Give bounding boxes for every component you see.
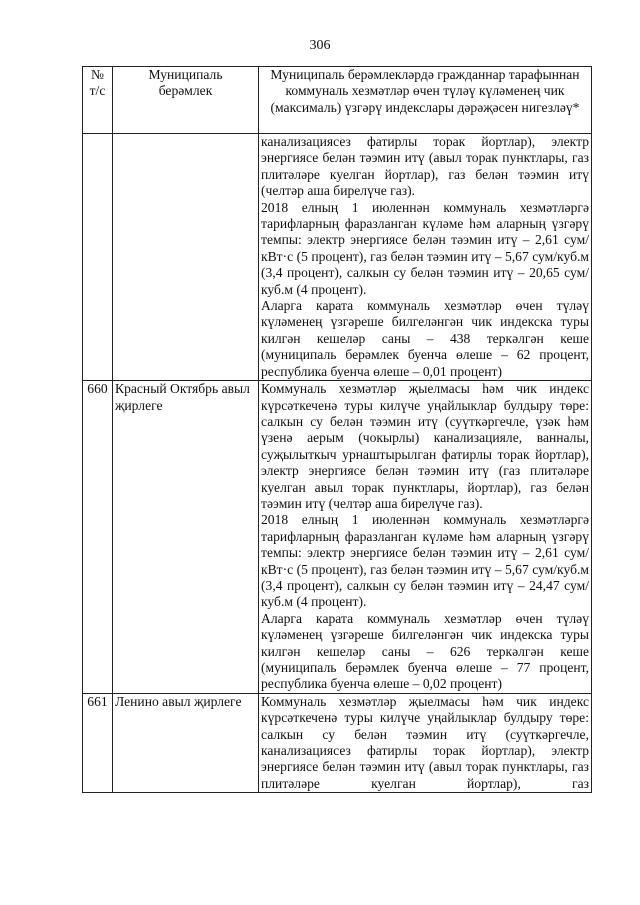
municipal-index-table [82,66,592,793]
row-justification [259,134,592,381]
page-number: 306 [309,38,331,53]
paragraph: канализациясез фатирлы торак йортлар), электр энергиясе белән тәэмин итү (авыл торак пунктлары, газ плитәләре куелган йортлар), газ белән тәэмин итү (челтәр аша бирелүче газ). [261,134,589,199]
row-municipality [113,134,259,381]
paragraph: Коммуналь хезмәтләр җыелмасы һәм чик индекс күрсәткеченә туры килүче уңайлыклар булдыру төре: салкын су белән тәэмин итү (суүткәргечле, үзәк һәм үзенә аерым (чокырлы) канализацияле, ванналы, суҗылыткыч урнаштырылган фатирлы торак йортлар), электр энергиясе белән тәэмин итү (газ плитәләре куелган авыл торак пунктлары, йортлар), газ белән тәэмин итү (челтәр аша бирелүче газ). [261,381,589,511]
row-municipality: Ленино авыл җирлеге [113,693,259,792]
table-row [83,693,592,792]
row-number: 660 [83,381,113,694]
row-municipality: Красный Октябрь авыл җирлеге [113,381,259,694]
header-justification: Муниципаль берәмлекләрдә гражданнар тарафыннан коммуналь хезмәтләр өчен түләү күләменең чик (максималь) үзгәрү индекслары дәрәҗәсен нигезләү* [259,67,592,134]
row-justification [259,693,592,792]
row-justification [259,381,592,694]
paragraph: Коммуналь хезмәтләр җыелмасы һәм чик индекс күрсәткеченә туры килүче уңайлыклар булдыру төре: салкын су белән тәэмин итү (суүткәргечле, канализациясез фатирлы торак йортлар), электр энергиясе белән тәэмин итү (авыл торак пунктлары, газ плитәләре куелган йортлар), газ [261,693,589,791]
header-municipality: Муниципаль берәмлек [113,67,259,134]
row-number [83,134,113,381]
table-row [83,134,592,381]
table-header-row [83,67,592,134]
table-row [83,381,592,694]
paragraph: 2018 елның 1 июленнән коммуналь хезмәтләргә тарифларның фаразланган күләме һәм аларның үзгәрү темпы: электр энергиясе белән тәэмин итү – 2,61 сум/кВт·с (5 процент), газ белән тәэмин итү – 5,67 сум/куб.м (3,4 процент), салкын су белән тәэмин итү – 24,47 сум/куб.м (4 процент). [261,512,589,610]
row-number: 661 [83,693,113,792]
paragraph: Аларга карата коммуналь хезмәтләр өчен түләү күләменең үзгәреше билгеләнгән чик индекска туры килгән кешеләр саны – 438 теркәлгән кеше (муниципаль берәмлек буенча өлеше – 62 процент, республика буенча өлеше – 0,01 процент) [261,298,589,379]
header-number: № т/с [83,67,113,134]
paragraph: 2018 елның 1 июленнән коммуналь хезмәтләргә тарифларның фаразланган күләме һәм аларның үзгәрү темпы: электр энергиясе белән тәэмин итү – 2,61 сум/кВт·с (5 процент), газ белән тәэмин итү – 5,67 сум/куб.м (3,4 процент), салкын су белән тәэмин итү – 20,65 сум/куб.м (4 процент). [261,199,589,297]
paragraph: Аларга карата коммуналь хезмәтләр өчен түләү күләменең үзгәреше билгеләнгән чик индекска туры килгән кешеләр саны – 626 теркәлгән кеше (муниципаль берәмлек буенча өлеше – 77 процент, республика буенча өлеше – 0,02 процент) [261,610,589,692]
